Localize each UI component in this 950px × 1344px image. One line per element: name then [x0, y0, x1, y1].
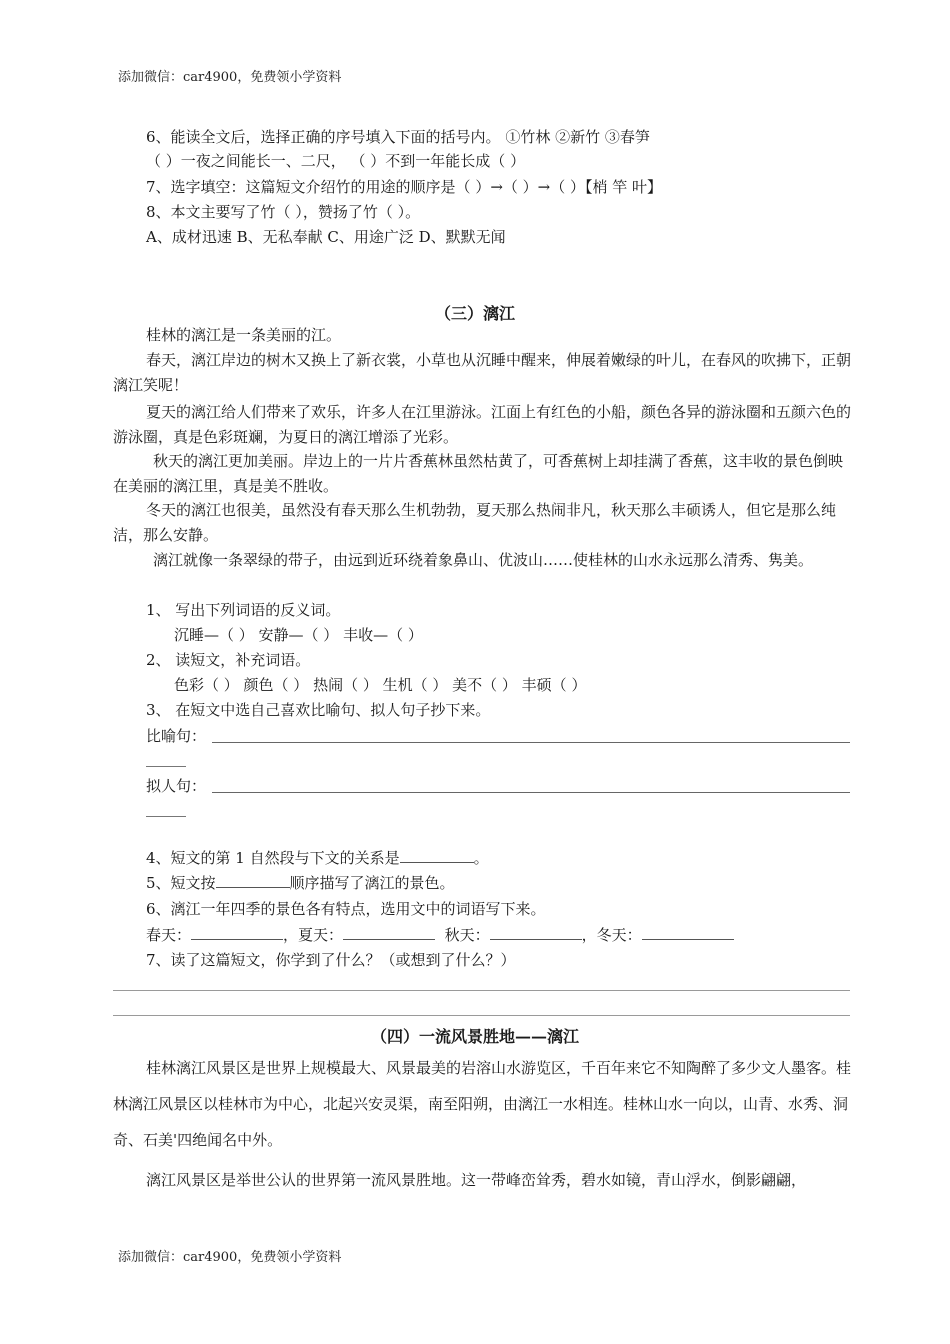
exercise-4-blank[interactable] — [400, 848, 474, 863]
personification-answer-line[interactable] — [212, 792, 850, 793]
passage-paragraph-2: 春天，漓江岸边的树木又换上了新衣裳，小草也从沉睡中醒来，伸展着嫩绿的叶儿，在春风的吹拂下，正朝漓江笑呢！ — [113, 351, 852, 394]
winter-label: ，冬天： — [581, 926, 642, 944]
exercise-3: 3、 在短文中选自己喜欢比喻句、拟人句子抄下来。 — [146, 701, 491, 719]
spring-blank[interactable] — [191, 925, 283, 940]
question-7: 7、选字填空：这篇短文介绍竹的用途的顺序是（ ）→（ ）→（ ）【梢 竿 叶】 — [146, 178, 663, 196]
section-four-title: （四）一流风景胜地——漓江 — [370, 1027, 579, 1046]
question-6-sub: （ ）一夜之间能长一、二尺， （ ）不到一年能长成（ ） — [146, 152, 526, 170]
question-8-options: A、成材迅速 B、无私奉献 C、用途广泛 D、默默无闻 — [146, 228, 506, 246]
passage-paragraph-3: 夏天的漓江给人们带来了欢乐，许多人在江里游泳。江面上有红色的小船，颜色各异的游泳圈和五颜六色的游泳圈，真是色彩斑斓，为夏日的漓江增添了光彩。 — [113, 403, 852, 446]
simile-label: 比喻句： — [146, 727, 207, 745]
autumn-label: 秋天： — [444, 926, 490, 944]
exercise-4-end: 。 — [473, 849, 489, 867]
exercise-2-items: 色彩（ ） 颜色（ ） 热闹（ ） 生机（ ） 美不（ ） 丰硕（ ） — [174, 676, 587, 694]
exercise-1-items: 沉睡—（ ） 安静—（ ） 丰收—（ ） — [174, 626, 423, 644]
exercise-5-end: 顺序描写了漓江的景色。 — [289, 874, 455, 892]
page-header: 添加微信：car4900，免费领小学资料 — [118, 70, 342, 85]
exercise-1: 1、 写出下列词语的反义词。 — [146, 601, 341, 619]
page-footer: 添加微信：car4900，免费领小学资料 — [118, 1250, 342, 1265]
exercise-4-text: 4、短文的第 1 自然段与下文的关系是 — [146, 849, 400, 867]
exercise-2: 2、 读短文，补充词语。 — [146, 651, 311, 669]
section-four-paragraph-1: 桂林漓江风景区是世界上规模最大、风景最美的岩溶山水游览区，千百年来它不知陶醉了多少文人墨客。桂林漓江风景区以桂林市为中心，北起兴安灵渠，南至阳朔，由漓江一水相连。桂林山水一向以，山青、水秀、洞奇、石美'四绝闻名中外。 — [113, 1059, 852, 1149]
passage-paragraph-4: 秋天的漓江更加美丽。岸边上的一片片香蕉林虽然枯黄了，可香蕉树上却挂满了香蕉，这丰收的景色倒映在美丽的漓江里，真是美不胜收。 — [113, 452, 844, 495]
passage-paragraph-1: 桂林的漓江是一条美丽的江。 — [146, 326, 342, 344]
exercise-5 — [146, 873, 455, 893]
answer-line-2[interactable] — [113, 1015, 850, 1016]
summer-blank[interactable] — [343, 925, 435, 940]
personification-label: 拟人句： — [146, 777, 207, 795]
passage-paragraph-6: 漓江就像一条翠绿的带子，由远到近环绕着象鼻山、优波山……使桂林的山水永远那么清秀、隽美。 — [153, 551, 814, 569]
exercise-5-text: 5、短文按 — [146, 874, 216, 892]
exercise-4 — [146, 848, 489, 868]
passage-paragraph-5: 冬天的漓江也很美，虽然没有春天那么生机勃勃，夏天那么热闹非凡，秋天那么丰硕诱人，但它是那么纯洁，那么安静。 — [113, 501, 837, 544]
section-four-paragraph-2: 漓江风景区是举世公认的世界第一流风景胜地。这一带峰峦耸秀，碧水如镜，青山浮水，倒影翩翩， — [146, 1171, 807, 1189]
exercise-7: 7、读了这篇短文，你学到了什么？（或想到了什么？） — [146, 951, 516, 969]
autumn-blank[interactable] — [490, 925, 582, 940]
simile-answer-line[interactable] — [212, 742, 850, 743]
question-8: 8、本文主要写了竹（ ），赞扬了竹（ ）。 — [146, 203, 421, 221]
exercise-6-seasons — [146, 925, 734, 945]
exercise-6: 6、漓江一年四季的景色各有特点，选用文中的词语写下来。 — [146, 900, 546, 918]
simile-answer-line-cont — [146, 766, 186, 767]
answer-line-1[interactable] — [113, 990, 850, 991]
winter-blank[interactable] — [642, 925, 734, 940]
section-three-title: （三）漓江 — [434, 304, 515, 323]
question-6: 6、能读全文后，选择正确的序号填入下面的括号内。 ①竹林 ②新竹 ③春笋 — [146, 128, 650, 146]
summer-label: ，夏天： — [283, 926, 344, 944]
personification-answer-line-cont — [146, 816, 186, 817]
spring-label: 春天： — [146, 926, 192, 944]
exercise-5-blank[interactable] — [216, 873, 290, 888]
